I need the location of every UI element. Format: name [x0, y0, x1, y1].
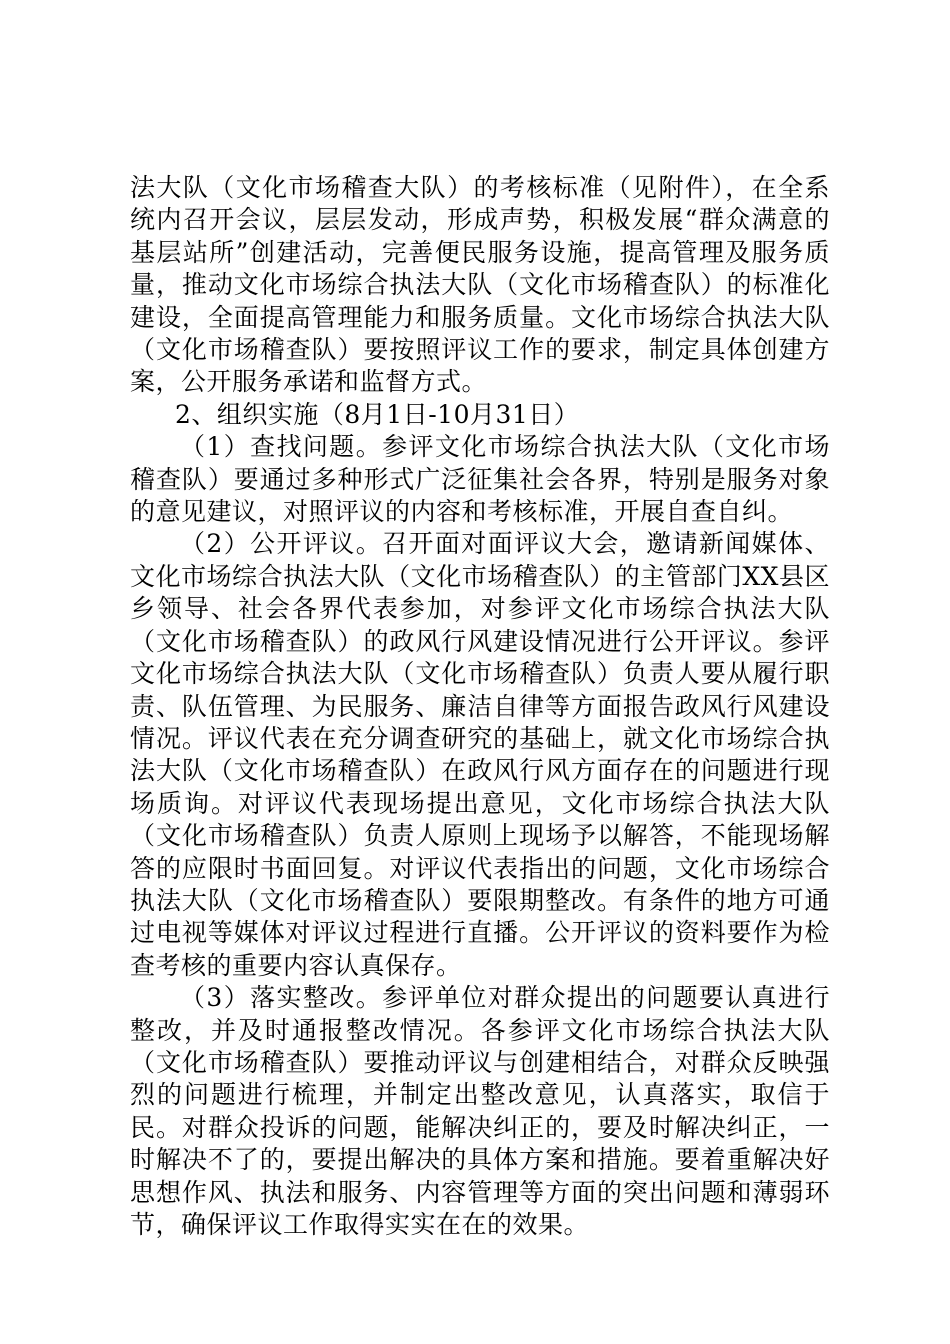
paragraph-find-problems: （1）查找问题。参评文化市场综合执法大队（文化市场稽查队）要通过多种形式广泛征集社会各界，特别是服务对象的意见建议，对照评议的内容和考核标准，开展自查自纠。: [130, 432, 830, 527]
paragraph-public-review: （2）公开评议。召开面对面评议大会，邀请新闻媒体、文化市场综合执法大队（文化市场稽查队）的主管部门XX县区乡领导、社会各界代表参加，对参评文化市场综合执法大队（文化市场稽查队）的政风行风建设情况进行公开评议。参评文化市场综合执法大队（文化市场稽查队）负责人要从履行职责、队伍管理、为民服务、廉洁自律等方面报告政风行风建设情况。评议代表在充分调查研究的基础上，就文化市场综合执法大队（文化市场稽查队）在政风行风方面存在的问题进行现场质询。对评议代表现场提出意见，文化市场综合执法大队（文化市场稽查队）负责人原则上现场予以解答，不能现场解答的应限时书面回复。对评议代表指出的问题，文化市场综合执法大队（文化市场稽查队）要限期整改。有条件的地方可通过电视等媒体对评议过程进行直播。公开评议的资料要作为检查考核的重要内容认真保存。: [130, 529, 830, 980]
section-heading-implementation: 2、组织实施（8月1日-10月31日）: [175, 399, 580, 429]
document-body: [130, 172, 830, 1241]
paragraph-implement-rectification: （3）落实整改。参评单位对群众提出的问题要认真进行整改，并及时通报整改情况。各参评文化市场综合执法大队（文化市场稽查队）要推动评议与创建相结合，对群众反映强烈的问题进行梳理，并制定出整改意见，认真落实，取信于民。对群众投诉的问题，能解决纠正的，要及时解决纠正，一时解决不了的，要提出解决的具体方案和措施。要着重解决好思想作风、执法和服务、内容管理等方面的突出问题和薄弱环节，确保评议工作取得实实在在的效果。: [130, 983, 830, 1239]
paragraph-standards-intro: 法大队（文化市场稽查大队）的考核标准（见附件），在全系统内召开会议，层层发动，形成声势，积极发展“群众满意的基层站所”创建活动，完善便民服务设施，提高管理及服务质量，推动文化市场综合执法大队（文化市场稽查队）的标准化建设，全面提高管理能力和服务质量。文化市场综合执法大队（文化市场稽查队）要按照评议工作的要求，制定具体创建方案，公开服务承诺和监督方式。: [130, 173, 830, 397]
